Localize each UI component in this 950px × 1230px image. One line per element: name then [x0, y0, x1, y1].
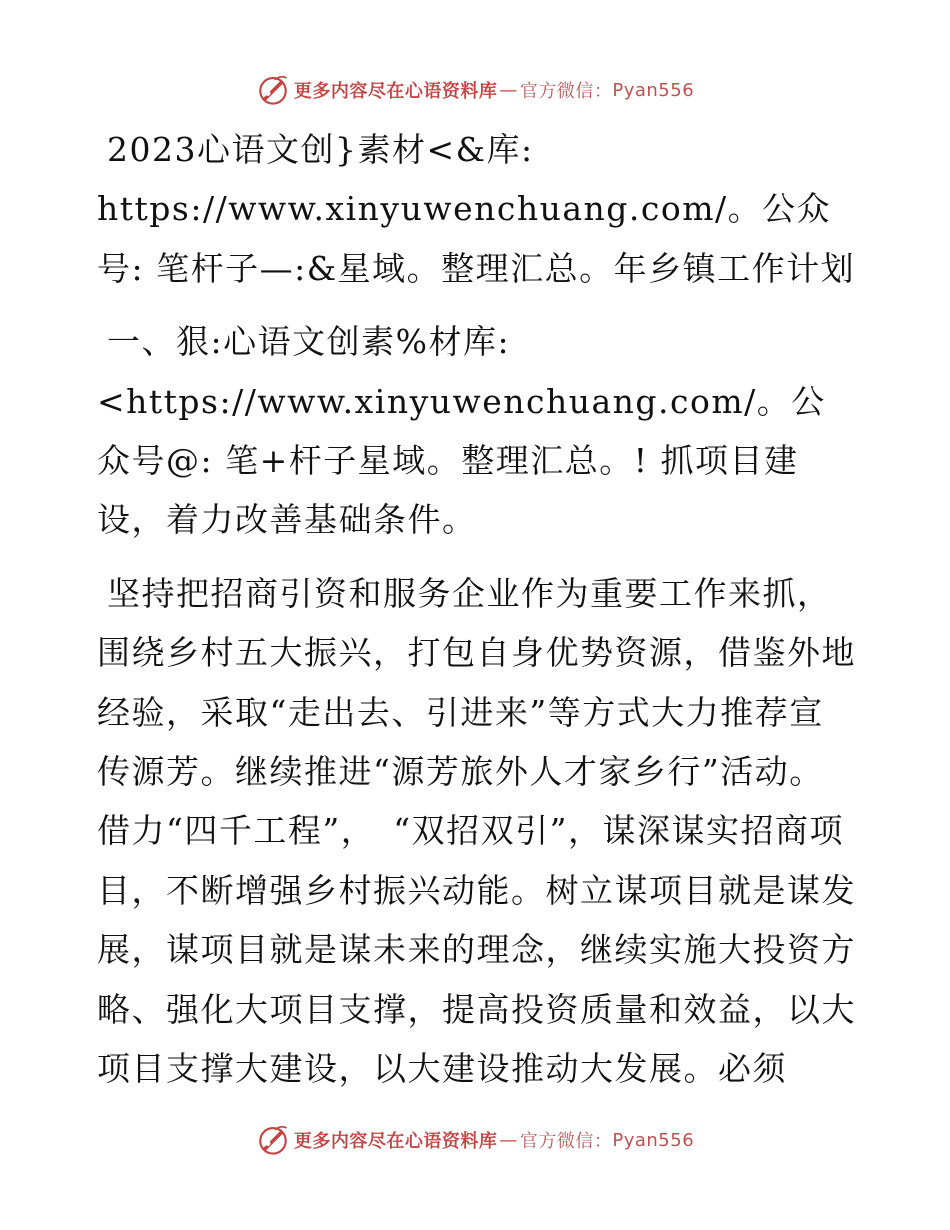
watermark-separator: ： [593, 81, 613, 102]
watermark-brand: 更多内容尽在心语资料库 [293, 81, 498, 102]
watermark-channel: 官方微信 [519, 1131, 594, 1152]
paragraph-section-heading: 一、狠:心语文创素%材库: <https://www.xinyuwenchuang.com/。公众号@: 笔+杆子星域。整理汇总。! 抓项目建设，着力改善基础条件。 [97, 322, 826, 540]
watermark-dash: — [499, 1129, 518, 1151]
watermark-dash: — [499, 79, 518, 101]
header-watermark [0, 70, 950, 110]
watermark-wechat-id: Pyan556 [612, 79, 695, 101]
watermark-separator: ： [593, 1131, 613, 1152]
watermark-channel: 官方微信 [519, 81, 594, 102]
quill-logo-icon [256, 73, 290, 107]
paragraph-body: 坚持把招商引资和服务企业作为重要工作来抓，围绕乡村五大振兴，打包自身优势资源，借鉴外地经验，采取“走出去、引进来”等方式大力推荐宣传源芳。继续推进“源芳旅外人才家乡行”活动。借力“四千工程”， “双招双引”，谋深谋实招商项目，不断增强乡村振兴动能。树立谋项目就是谋发展，谋项目就是谋未来的理念，继续实施大投资方略、强化大项目支撑，提高投资质量和效益，以大项目支撑大建设，以大建设推动大发展。必须 [97, 573, 856, 1089]
footer-watermark [0, 1120, 950, 1160]
watermark-wechat-id: Pyan556 [612, 1129, 695, 1151]
watermark-brand: 更多内容尽在心语资料库 [293, 1131, 498, 1152]
document-body [97, 120, 857, 1113]
paragraph-title: 2023心语文创}素材<&库: https://www.xinyuwenchuang.com/。公众号: 笔杆子—:&星域。整理汇总。年乡镇工作计划 [97, 130, 856, 288]
quill-logo-icon [256, 1123, 290, 1157]
